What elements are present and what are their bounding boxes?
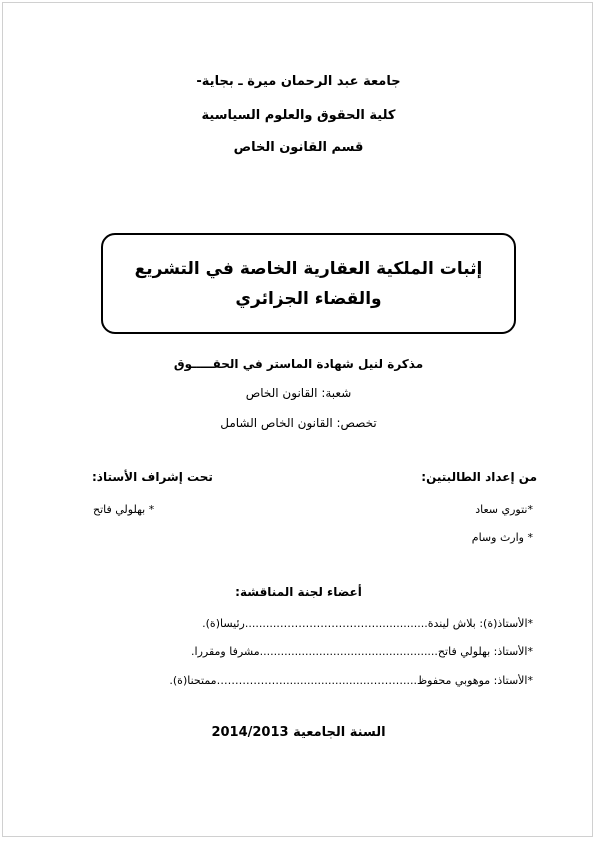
thesis-title-line-1: إثبات الملكية العقارية الخاصة في التشريع bbox=[134, 258, 483, 279]
jury-member-2: *الأستاذ: بهلولي فاتح...................................................مشرفا ومقررا. bbox=[191, 645, 533, 658]
department-name: قسم القانون الخاص bbox=[233, 140, 364, 155]
jury-heading: أعضاء لجنة المناقشة: bbox=[235, 585, 362, 599]
supervisor-name: * بهلولي فاتح bbox=[93, 503, 155, 516]
thesis-title-box bbox=[101, 233, 516, 334]
specialty-label: تخصص: القانون الخاص الشامل bbox=[220, 416, 377, 430]
faculty-name: كلية الحقوق والعلوم السياسية bbox=[201, 108, 396, 123]
students-heading: من إعداد الطالبتين: bbox=[421, 470, 537, 484]
thesis-title-line-2: والقضاء الجزائري bbox=[235, 288, 382, 309]
branch-label: شعبة: القانون الخاص bbox=[245, 386, 352, 400]
student-name-1: *نتوري سعاد bbox=[475, 503, 533, 516]
university-name: جامعة عبد الرحمان ميرة ـ بجاية- bbox=[196, 74, 401, 89]
jury-member-1: *الأستاذ(ة): بلاش ليندة...............……………………….........رئيسا(ة). bbox=[202, 617, 533, 630]
supervisor-heading: تحت إشراف الأستاذ: bbox=[92, 470, 213, 484]
memo-description: مذكرة لنيل شهادة الماستر في الحقـــــوق bbox=[173, 357, 424, 371]
academic-year: السنة الجامعية 2014/2013 bbox=[211, 725, 386, 740]
student-name-2: * وارث وسام bbox=[471, 531, 533, 544]
jury-member-3: *الأستاذ: موهوبي محفوظ....……….........................………………ممتحنا(ة). bbox=[169, 674, 533, 687]
